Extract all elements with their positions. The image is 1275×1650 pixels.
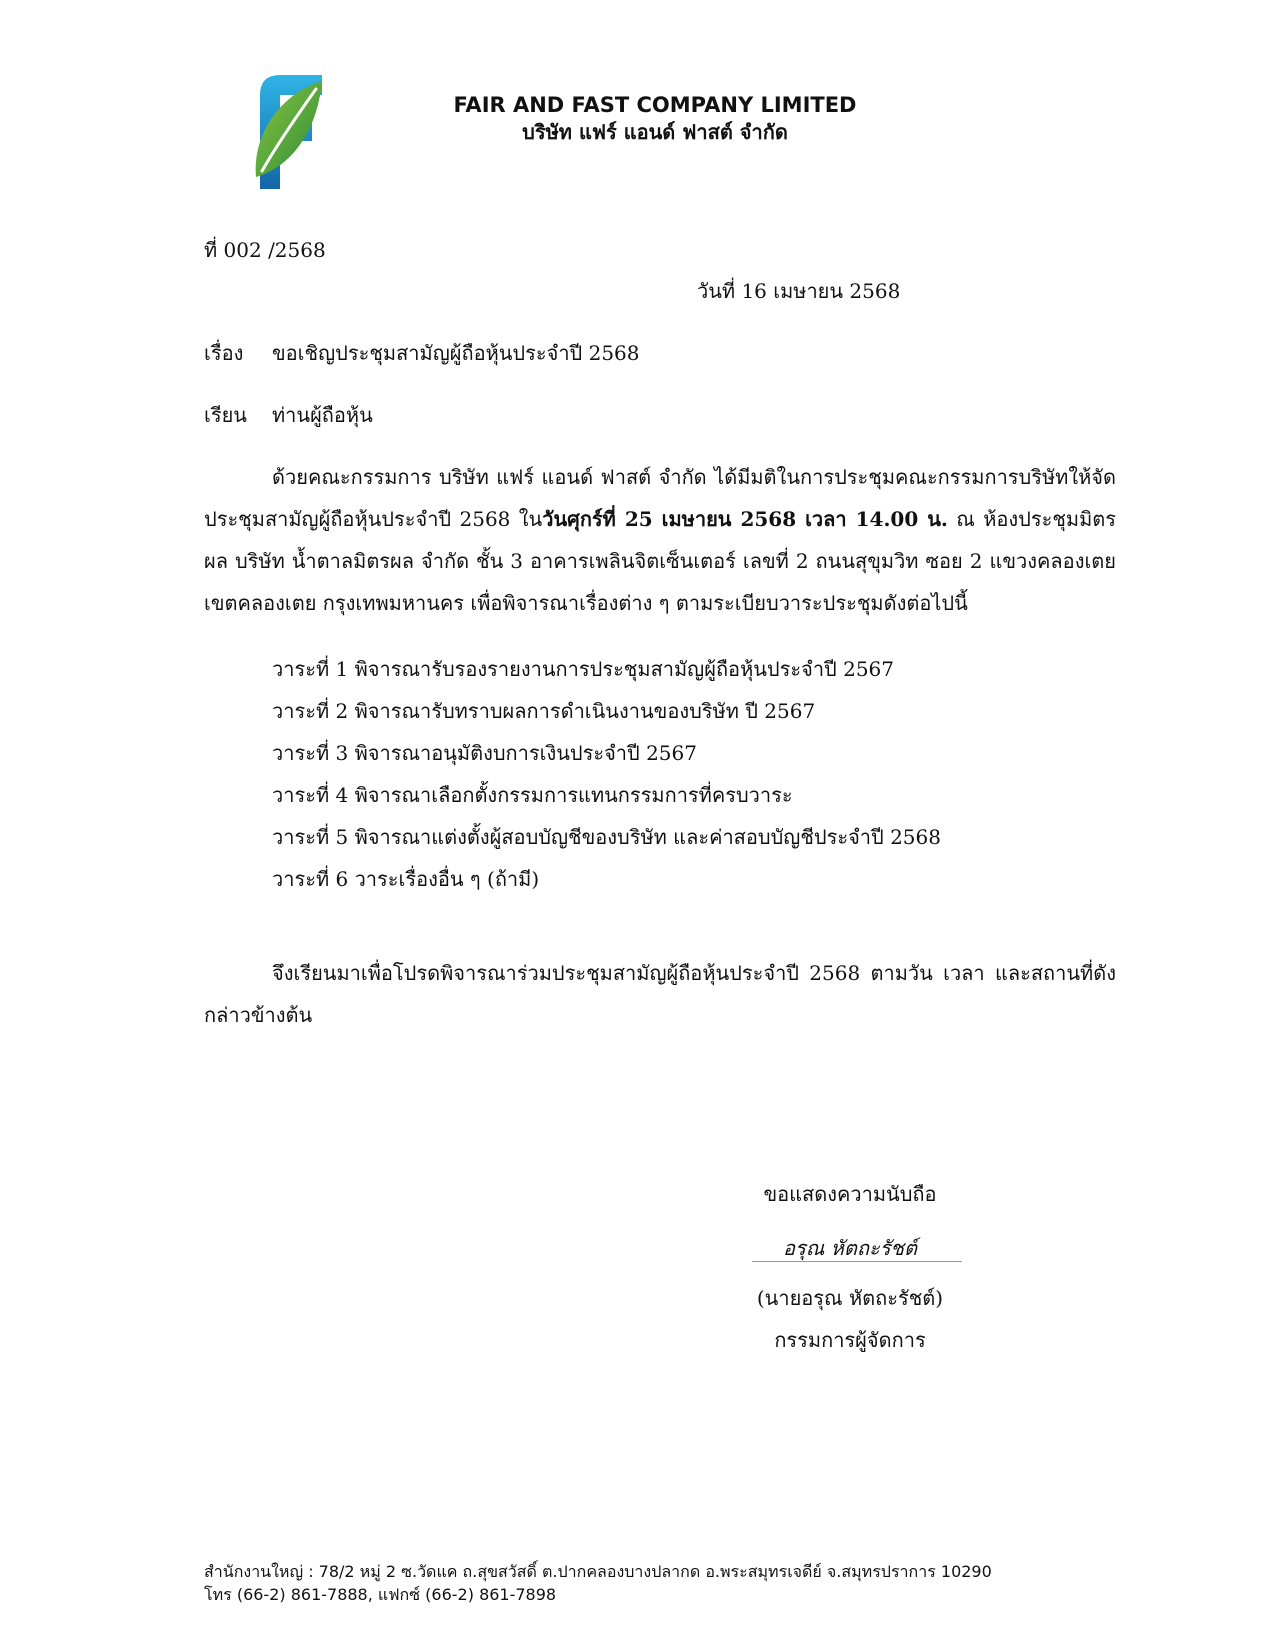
signature: อรุณ หัตถะรัชต์ xyxy=(783,1236,917,1260)
agenda-item: วาระที่ 3 พิจารณาอนุมัติงบการเงินประจำปี 2567 xyxy=(272,741,697,765)
company-name-th: บริษัท แฟร์ แอนด์ ฟาสต์ จำกัด xyxy=(522,120,788,144)
agenda-list xyxy=(272,648,941,900)
agenda-item: วาระที่ 4 พิจารณาเลือกตั้งกรรมการแทนกรรมการที่ครบวาระ xyxy=(272,783,793,807)
footer xyxy=(204,1560,992,1606)
salutation-text: ท่านผู้ถือหุ้น xyxy=(272,403,373,427)
document-number: ที่ 002 /2568 xyxy=(204,238,326,262)
regards: ขอแสดงความนับถือ xyxy=(763,1182,937,1206)
company-logo xyxy=(252,73,324,191)
signatory-name: (นายอรุณ หัตถะรัชต์) xyxy=(756,1286,944,1310)
document-date: วันที่ 16 เมษายน 2568 xyxy=(697,279,901,303)
agenda-item: วาระที่ 5 พิจารณาแต่งตั้งผู้สอบบัญชีของบริษัท และค่าสอบบัญชีประจำปี 2568 xyxy=(272,825,941,849)
meeting-datetime: วันศุกร์ที่ 25 เมษายน 2568 เวลา 14.00 น. xyxy=(542,507,948,531)
body-paragraph-2 xyxy=(204,952,1116,1036)
subject-label: เรื่อง xyxy=(204,341,244,365)
body-paragraph-1 xyxy=(204,456,1116,624)
signatory-position: กรรมการผู้จัดการ xyxy=(774,1328,926,1352)
agenda-item: วาระที่ 6 วาระเรื่องอื่น ๆ (ถ้ามี) xyxy=(272,867,540,891)
footer-contact: โทร (66-2) 861-7888, แฟกซ์ (66-2) 861-7898 xyxy=(204,1585,557,1604)
agenda-item: วาระที่ 1 พิจารณารับรองรายงานการประชุมสามัญผู้ถือหุ้นประจำปี 2567 xyxy=(272,657,895,681)
paragraph-1-venue: ณ ห้องประชุมมิตรผล บริษัท น้ำตาลมิตรผล จำกัด ชั้น 3 อาคารเพลินจิตเซ็นเตอร์ เลขที่ 2 ถนนสุขุมวิท ซอย 2 แขวงคลองเตย เขตคลองเตย กรุงเทพมหานคร เพื่อพิจารณาเรื่องต่าง ๆ ตามระเบียบวาระประชุมดังต่อไปนี้ xyxy=(204,507,1117,615)
subject-text: ขอเชิญประชุมสามัญผู้ถือหุ้นประจำปี 2568 xyxy=(272,341,640,365)
agenda-item: วาระที่ 2 พิจารณารับทราบผลการดำเนินงานของบริษัท ปี 2567 xyxy=(272,699,816,723)
footer-address: สำนักงานใหญ่ : 78/2 หมู่ 2 ซ.วัดแค ถ.สุขสวัสดิ์ ต.ปากคลองบางปลากด อ.พระสมุทรเจดีย์ จ.สมุทรปราการ 10290 xyxy=(204,1562,992,1581)
paragraph-1-intro: ด้วยคณะกรรมการ บริษัท แฟร์ แอนด์ ฟาสต์ จำกัด ได้มีมติในการประชุมคณะกรรมการบริษัทให้จัดประชุมสามัญผู้ถือหุ้นประจำปี 2568 ใน xyxy=(204,465,1116,531)
closing-request: จึงเรียนมาเพื่อโปรดพิจารณาร่วมประชุมสามัญผู้ถือหุ้นประจำปี 2568 ตามวัน เวลา และสถานที่ดังกล่าวข้างต้น xyxy=(204,961,1116,1027)
letterhead xyxy=(440,92,870,146)
signature-line xyxy=(752,1261,962,1262)
company-name-en: FAIR AND FAST COMPANY LIMITED xyxy=(453,93,857,117)
salutation-label: เรียน xyxy=(204,403,247,427)
